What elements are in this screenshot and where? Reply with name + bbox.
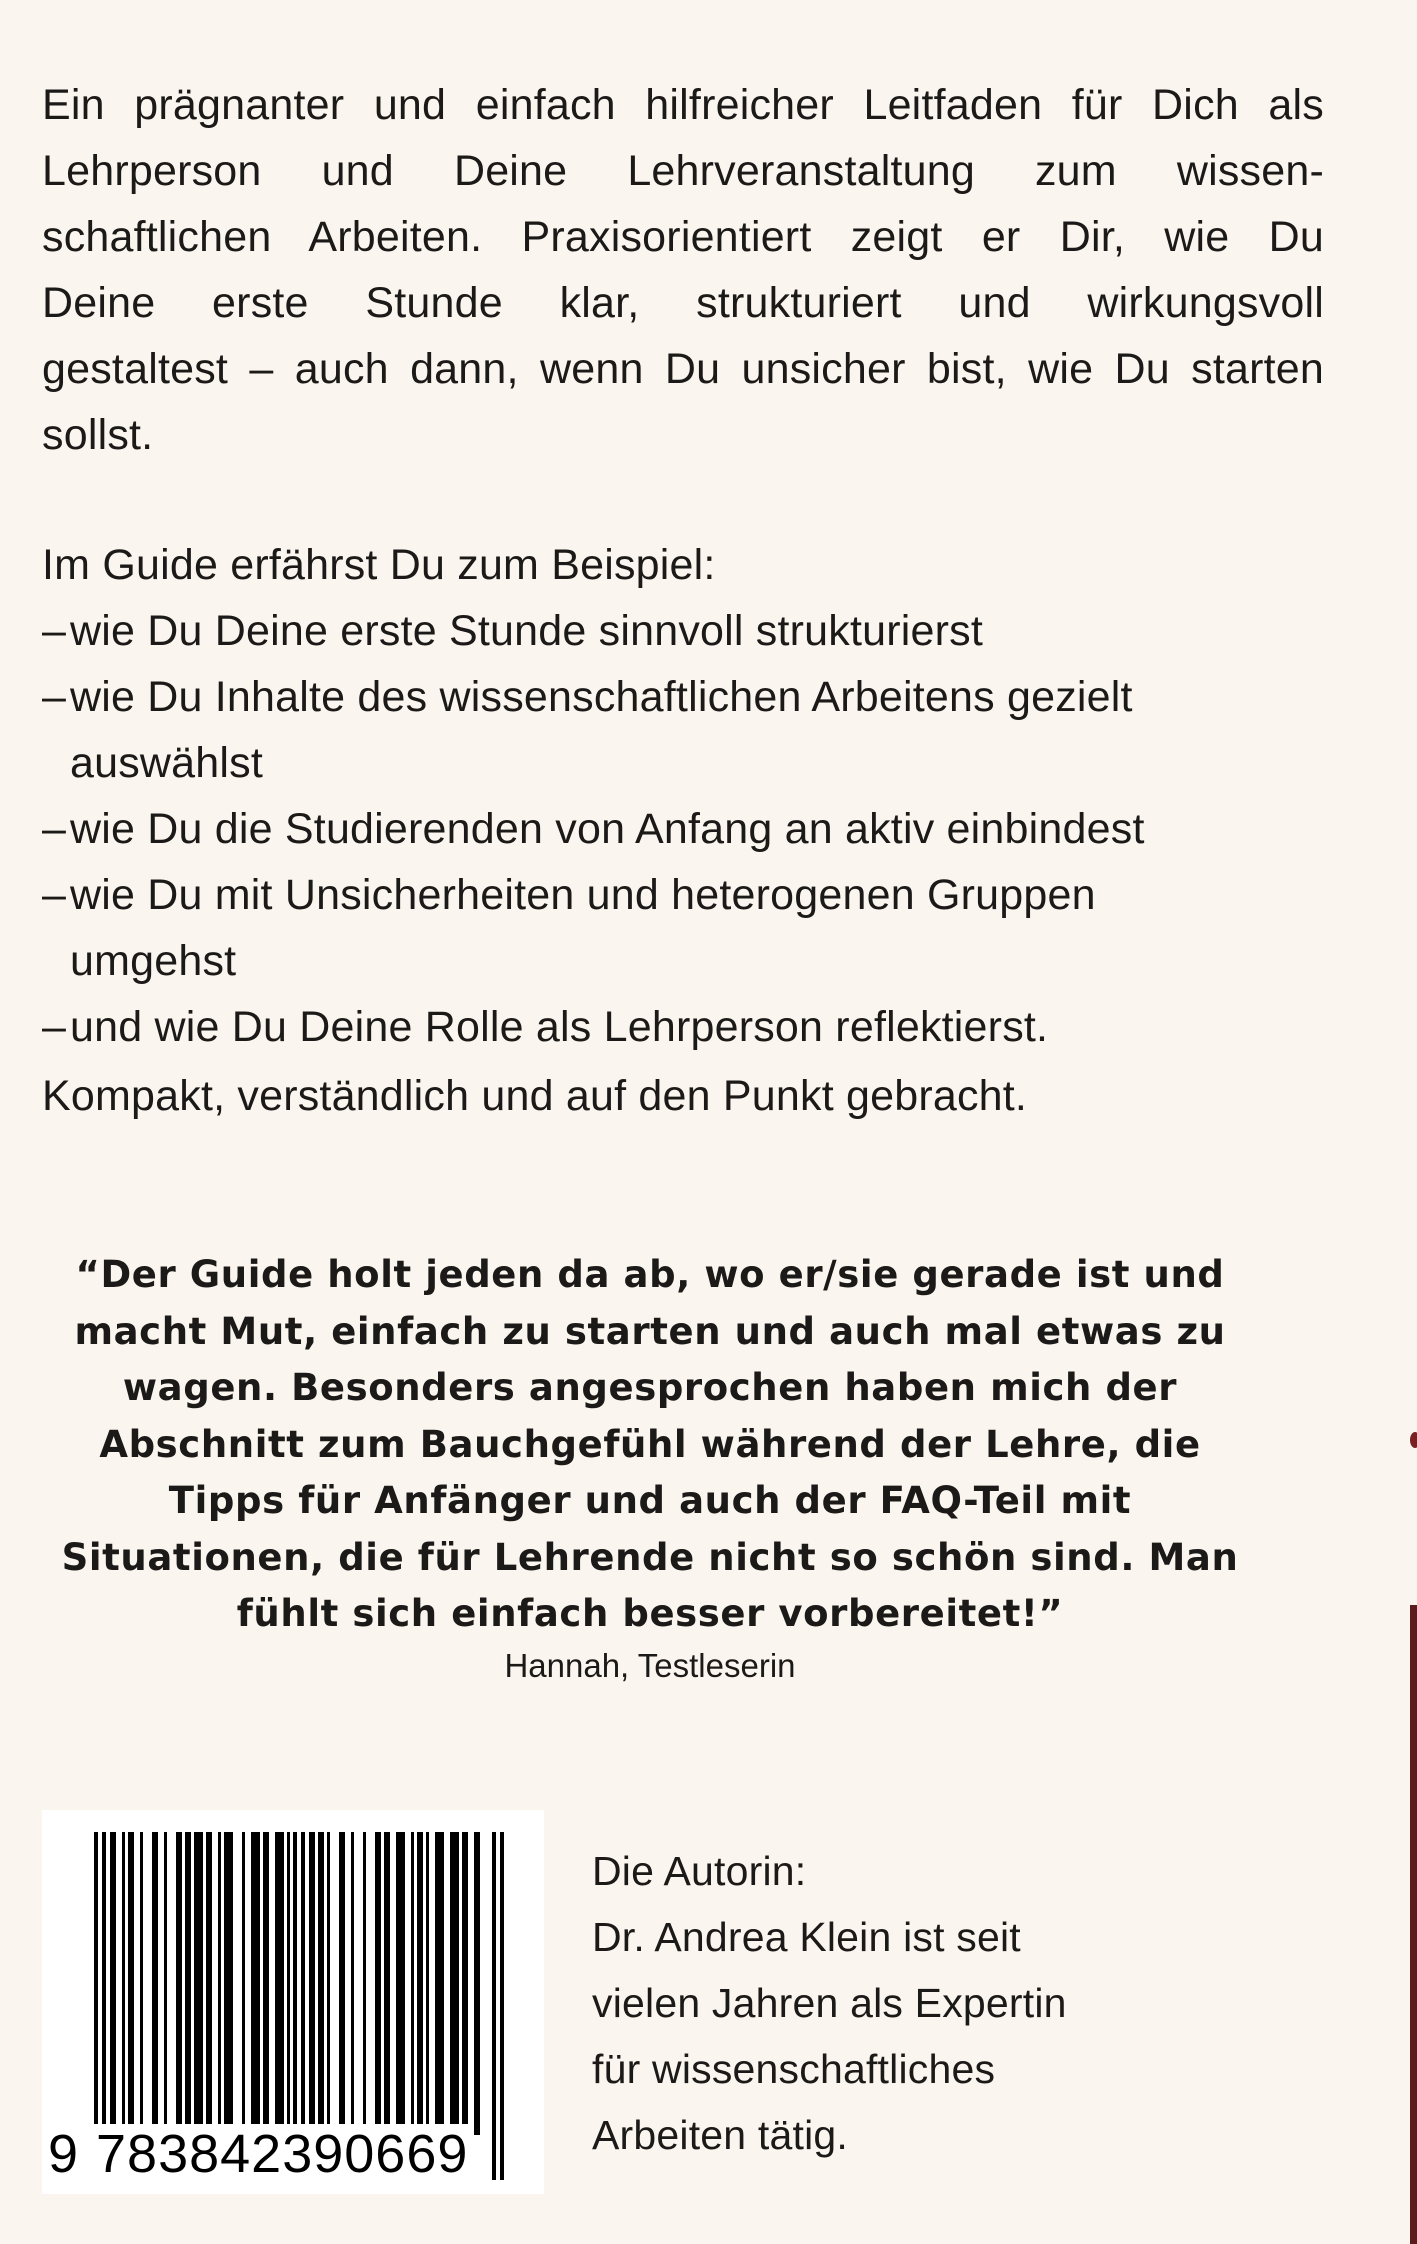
barcode-bar	[339, 1832, 345, 2135]
intro-line: Ein prägnanter und einfach hilfreicher Leitfaden für Dich als	[42, 81, 1324, 129]
guide-section	[42, 532, 1332, 1060]
barcode-bar	[450, 1832, 459, 2135]
bullet-dash: –	[42, 673, 67, 721]
bullet-dash: –	[42, 805, 67, 853]
intro-line: Deine erste Stunde klar, strukturiert und wirkungsvoll	[42, 279, 1324, 327]
intro-line: Lehrperson und Deine Lehrveranstaltung zum wissen-	[42, 147, 1324, 195]
barcode-bar	[164, 1832, 167, 2135]
quote-line: fühlt sich einfach besser vorbereitet!”	[236, 1592, 1064, 1635]
barcode-bar	[224, 1832, 233, 2135]
barcode-bar	[396, 1832, 405, 2135]
list-item	[42, 796, 1332, 862]
barcode-bar	[426, 1832, 429, 2135]
list-item-text: auswählst	[70, 739, 264, 787]
barcode-bar	[185, 1832, 191, 2135]
quote-line: macht Mut, einfach zu starten und auch mal etwas zu	[74, 1309, 1226, 1353]
author-text: Arbeiten tätig.	[592, 2112, 848, 2158]
author-text: vielen Jahren als Expertin	[592, 1980, 1067, 2026]
intro-line: sollst.	[42, 411, 154, 459]
barcode-bar	[152, 1832, 158, 2135]
barcode-bar	[363, 1832, 366, 2135]
barcode-bar	[351, 1832, 354, 2135]
barcode-bar	[411, 1832, 414, 2135]
barcode-bar	[309, 1832, 315, 2135]
barcode-bar	[417, 1832, 423, 2135]
quote-line: Situationen, die für Lehrende nicht so schön sind. Man	[61, 1535, 1239, 1579]
summary-text: Kompakt, verständlich und auf den Punkt gebracht.	[42, 1072, 1028, 1120]
intro-line: gestaltest – auch dann, wenn Du unsicher bist, wie Du starten	[42, 345, 1324, 393]
list-item	[42, 598, 1332, 664]
list-item-text: wie Du Inhalte des wissenschaftlichen Arbeitens gezielt	[70, 673, 1133, 721]
quote-line: wagen. Besonders angesprochen haben mich der	[122, 1366, 1178, 1409]
intro-line: schaftlichen Arbeiten. Praxisorientiert zeigt er Dir, wie Du	[42, 213, 1324, 261]
isbn-barcode	[42, 1810, 544, 2194]
testimonial-quote	[40, 1247, 1260, 1643]
barcode-number: 783842390669	[96, 2124, 469, 2184]
barcode-bar	[327, 1832, 330, 2135]
barcode-bar	[194, 1832, 203, 2135]
barcode-bar	[375, 1832, 381, 2135]
author-text: für wissenschaftliches	[592, 2046, 996, 2092]
author-text: Dr. Andrea Klein ist seit	[592, 1914, 1021, 1960]
guide-heading: Im Guide erfährst Du zum Beispiel:	[42, 541, 716, 589]
quote-line: “Der Guide holt jeden da ab, wo er/sie gerade ist und	[75, 1253, 1225, 1296]
quote-line: Abschnitt zum Bauchgefühl während der Lehre, die	[99, 1422, 1201, 1466]
edge-decoration	[1410, 1605, 1417, 2244]
barcode-bar	[462, 1832, 468, 2135]
barcode-digits	[42, 2124, 544, 2184]
list-item-text: wie Du die Studierenden von Anfang an aktiv einbindest	[70, 805, 1145, 853]
barcode-bar	[206, 1832, 212, 2135]
barcode-bar	[474, 1832, 480, 2135]
list-item-text: umgehst	[70, 937, 237, 985]
author-bio	[592, 1838, 1152, 2168]
barcode-bar	[218, 1832, 221, 2135]
barcode-bar	[242, 1832, 245, 2135]
barcode-bar	[318, 1832, 324, 2135]
barcode-bar	[122, 1832, 125, 2135]
intro-paragraph	[42, 72, 1324, 468]
barcode-bar	[251, 1832, 260, 2135]
barcode-bar	[275, 1832, 284, 2135]
list-item-text: und wie Du Deine Rolle als Lehrperson reflektierst.	[70, 1003, 1049, 1051]
barcode-bar	[110, 1832, 116, 2135]
list-item-text: wie Du Deine erste Stunde sinnvoll strukturierst	[70, 607, 983, 655]
barcode-bar	[128, 1832, 134, 2135]
bullet-dash: –	[42, 607, 67, 655]
bullet-dash: –	[42, 871, 67, 919]
barcode-bar	[140, 1832, 143, 2135]
barcode-bar	[176, 1832, 182, 2135]
author-heading: Die Autorin:	[592, 1848, 807, 1894]
list-item	[42, 862, 1332, 994]
barcode-bar	[384, 1832, 390, 2135]
edge-decoration	[1410, 1432, 1417, 1448]
list-item-text: wie Du mit Unsicherheiten und heterogenen Gruppen	[70, 871, 1096, 919]
barcode-bar	[435, 1832, 444, 2135]
list-item	[42, 664, 1332, 796]
quote-line: Tipps für Anfänger und auch der FAQ-Teil mit	[168, 1479, 1132, 1522]
bullet-dash: –	[42, 1003, 67, 1051]
barcode-bar	[263, 1832, 269, 2135]
barcode-first-digit: 9	[48, 2124, 80, 2184]
barcode-bar	[287, 1832, 290, 2135]
testimonial-attribution: Hannah, Testleserin	[504, 1647, 796, 1684]
list-item	[42, 994, 1332, 1060]
